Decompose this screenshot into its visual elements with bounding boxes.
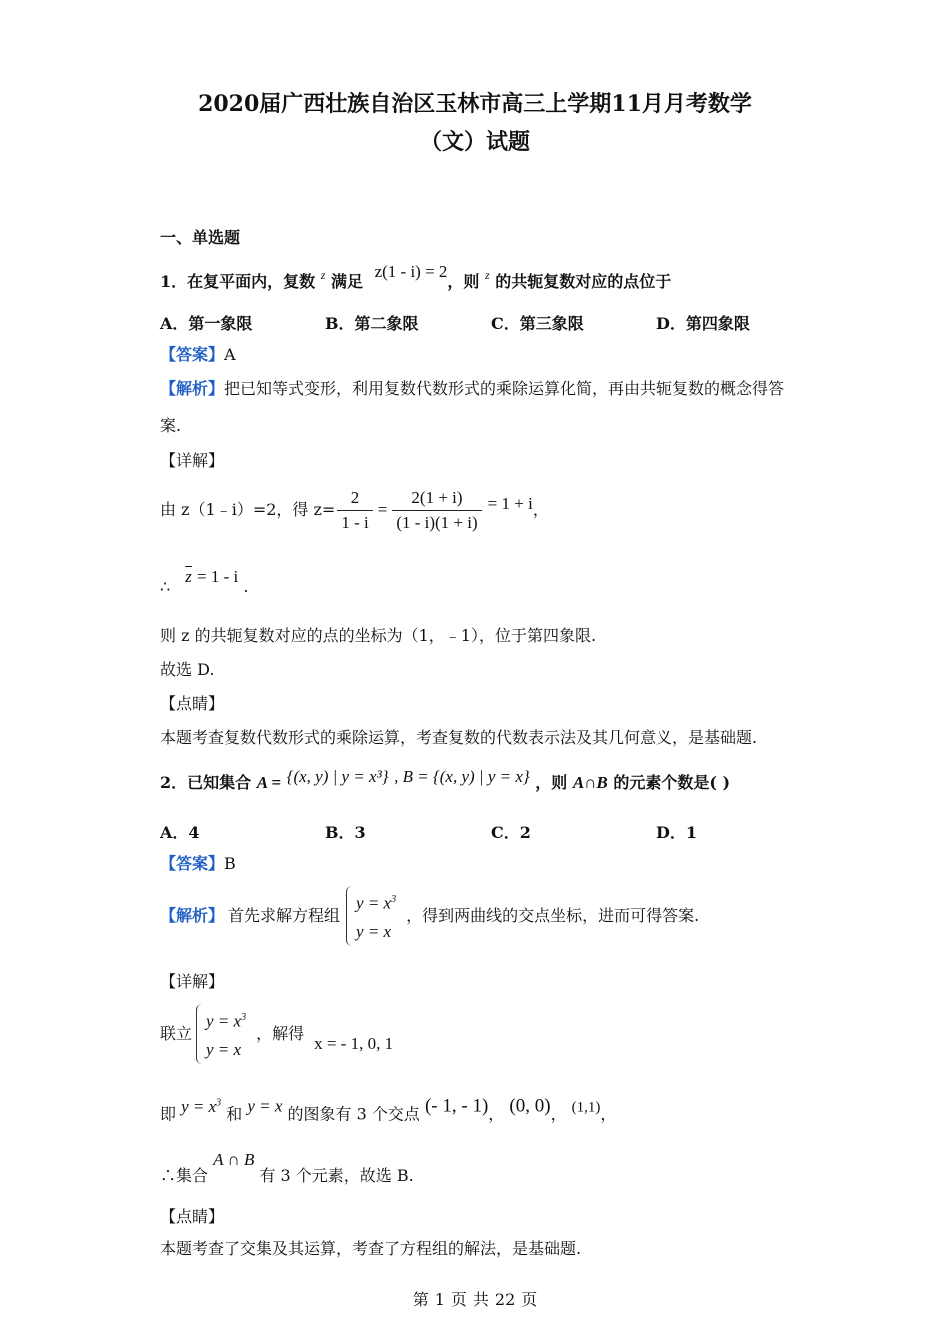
answer-tag: 【答案】 (160, 854, 225, 873)
answer-value: B (224, 854, 236, 873)
option-b: B．第二象限 (325, 314, 419, 333)
set-a: {(x, y) | y = x³} (286, 767, 389, 786)
equation-system: $y = x^3$ y = x (196, 1004, 246, 1064)
section-heading: 一、单选题 (160, 228, 241, 247)
detail-equation: 由 z（1﹣i）=2，得 z= $\frac{2}{1 - i}$ = $\frac{2(1 + i)}{(1 - i)(1 + i)}$ = 1 + i ， (160, 487, 549, 532)
analysis-line: 【解析】把已知等式变形，利用复数代数形式的乘除运算化简，再由共轭复数的概念得答 (160, 379, 785, 398)
detail-tag: 【详解】 (160, 451, 225, 470)
set-b: , B = {(x, y) | y = x} (394, 767, 530, 786)
analysis-line: 【解析】 首先求解方程组 $y = x^3$ y = x ，得到两曲线的交点坐标，进而可得答案. (160, 886, 699, 946)
detail-tag: 【详解】 (160, 972, 225, 991)
option-c: C．2 (491, 823, 531, 842)
fraction-2: $\frac{2(1 + i)}{(1 - i)(1 + i)}$ (392, 488, 481, 533)
question-2-stem: 2．已知集合 A = {(x, y) | y = x³} , B = {(x, y) | y = x} ，则 A∩B 的元素个数是( ) (160, 767, 731, 792)
solution-x: x = - 1, 0, 1 (314, 1034, 394, 1053)
point-3: (1,1) (571, 1099, 601, 1116)
detail-intersections: 即 $y = x^3$ 和 y = x 的图象有 3 个交点 (- 1, - 1)， (0, 0)， (1,1)， (160, 1095, 617, 1124)
comment-tag: 【点睛】 (160, 694, 225, 713)
page-title-line1: 2020届广西壮族自治区玉林市高三上学期11月月考数学 (198, 91, 752, 117)
detail-coordinates: 则 z 的共轭复数对应的点的坐标为（1，﹣1），位于第四象限. (160, 626, 597, 645)
fraction-1: $\frac{2}{1 - i}$ (337, 488, 372, 533)
option-a: A．第一象限 (160, 314, 253, 333)
option-d: D．1 (656, 823, 698, 842)
page-footer: 第 1 页 共 22 页 (412, 1290, 538, 1309)
option-d: D．第四象限 (656, 314, 750, 333)
option-b: B．3 (325, 823, 366, 842)
comment-tag: 【点睛】 (160, 1207, 225, 1226)
equation-z: z(1 - i) = 2 (374, 262, 448, 281)
analysis-tag: 【解析】 (160, 379, 225, 398)
conjugate-line: ∴ $\overline{z} = 1 - i$ . (160, 567, 249, 596)
page-title-line2: （文）试题 (419, 129, 530, 155)
detail-system: 联立 $y = x^3$ y = x ，解得 x = - 1, 0, 1 (160, 1004, 393, 1064)
option-c: C．第三象限 (491, 314, 584, 333)
comment-text: 本题考查了交集及其运算，考查了方程组的解法，是基础题. (160, 1239, 582, 1258)
detail-conclusion: ∴集合 A ∩ B 有 3 个元素，故选 B. (160, 1150, 414, 1185)
answer-line (160, 345, 236, 365)
answer-tag: 【答案】 (160, 345, 225, 364)
analysis-tag: 【解析】 (160, 906, 225, 925)
answer-line (160, 854, 236, 874)
analysis-line-2: 案. (160, 416, 182, 435)
question-number: 2． (160, 773, 188, 792)
question-number: 1． (160, 272, 188, 291)
option-a: A．4 (160, 823, 200, 842)
comment-text: 本题考查复数代数形式的乘除运算，考查复数的代数表示法及其几何意义，是基础题. (160, 728, 758, 747)
point-1: (- 1, - 1) (424, 1095, 489, 1117)
total-pages: 22 (494, 1290, 516, 1309)
question-1-stem: 1．在复平面内，复数 $^z$ 满足 z(1 - i) = 2，则 $^z$ 的共轭复数对应的点位于 (160, 262, 672, 291)
set-intersection: A ∩ B (213, 1150, 255, 1169)
point-2: (0, 0) (509, 1095, 551, 1117)
answer-value: A (224, 345, 236, 364)
equation-system: $y = x^3$ y = x (346, 886, 396, 946)
detail-choice: 故选 D. (160, 660, 215, 679)
page-number: 1 (434, 1290, 445, 1309)
